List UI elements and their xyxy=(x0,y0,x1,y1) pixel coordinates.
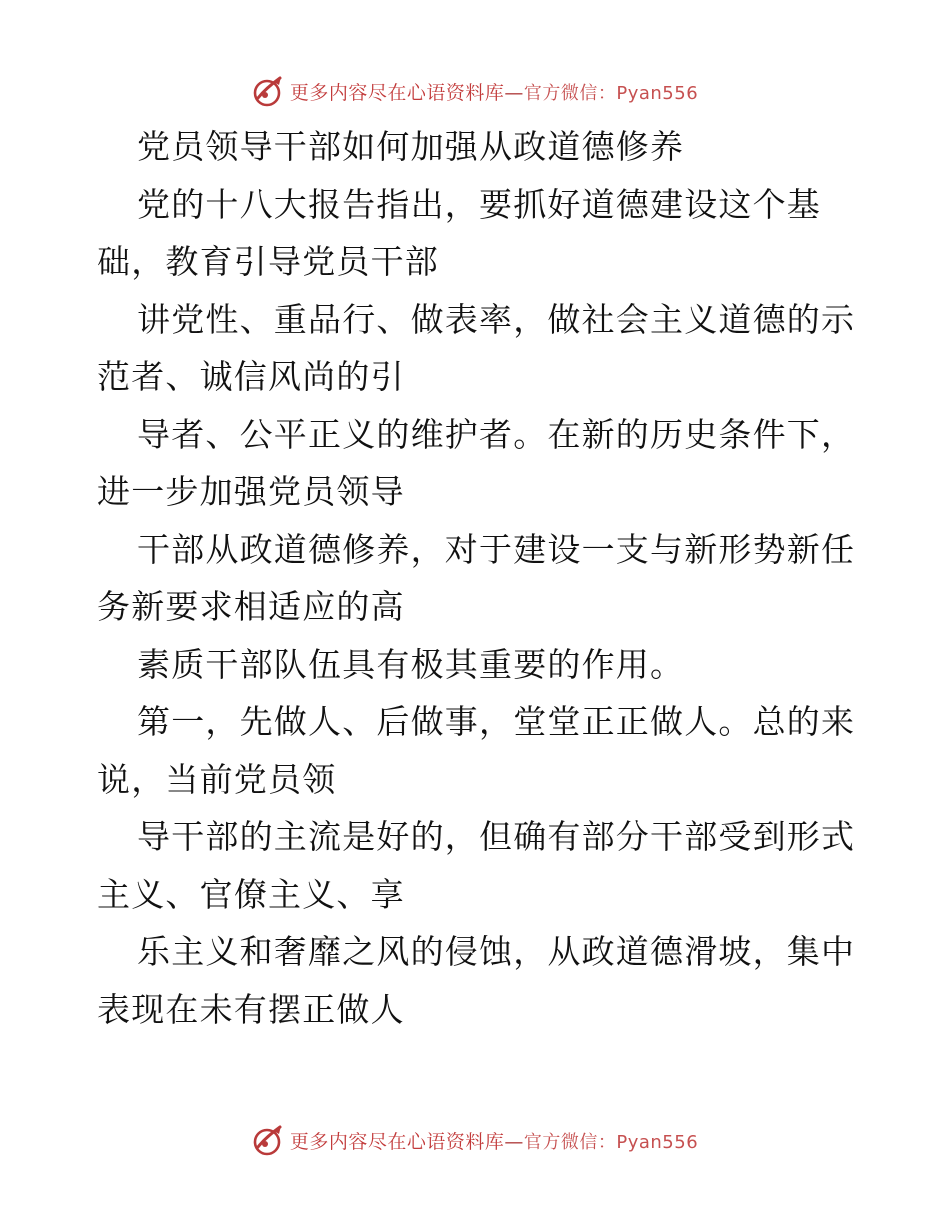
doc-line: 说，当前党员领 xyxy=(97,759,337,799)
banner-main-text: 更多内容尽在心语资料库 xyxy=(289,1130,505,1153)
doc-line: 导干部的主流是好的，但确有部分干部受到形式 xyxy=(137,817,856,856)
banner-dash: — xyxy=(504,81,524,104)
doc-line: 范者、诚信风尚的引 xyxy=(97,357,405,396)
doc-line: 乐主义和奢靡之风的侵蚀，从政道德滑坡，集中 xyxy=(137,932,856,971)
banner-text xyxy=(290,78,698,105)
doc-line: 导者、公平正义的维护者。在新的历史条件下， xyxy=(137,414,856,454)
doc-line: 务新要求相适应的高 xyxy=(97,587,405,626)
footer-banner xyxy=(0,1120,950,1160)
doc-line: 表现在未有摆正做人 xyxy=(97,989,405,1029)
doc-line: 础，教育引导党员干部 xyxy=(97,242,439,281)
banner-wechat-text: 官方微信：Pyan556 xyxy=(523,1131,699,1153)
doc-line: 党的十八大报告指出，要抓好道德建设这个基 xyxy=(137,184,821,224)
doc-line: 第一，先做人、后做事，堂堂正正做人。总的来 xyxy=(137,702,856,741)
doc-line: 干部从政道德修养，对于建设一支与新形势新任 xyxy=(137,529,856,569)
pen-logo-icon xyxy=(252,1123,286,1157)
doc-line: 讲党性、重品行、做表率，做社会主义道德的示 xyxy=(137,299,856,339)
doc-line: 主义、官僚主义、享 xyxy=(97,874,405,914)
banner-dash: — xyxy=(504,1130,524,1153)
document-body xyxy=(97,118,857,1038)
header-banner xyxy=(0,71,950,111)
banner-text xyxy=(290,1127,698,1154)
banner-wechat-text: 官方微信：Pyan556 xyxy=(523,82,699,104)
doc-title: 党员领导干部如何加强从政道德修养 xyxy=(137,127,685,166)
banner-main-text: 更多内容尽在心语资料库 xyxy=(289,81,505,104)
doc-line: 进一步加强党员领导 xyxy=(97,472,405,511)
pen-logo-icon xyxy=(252,74,286,108)
doc-line: 素质干部队伍具有极其重要的作用。 xyxy=(137,644,685,684)
